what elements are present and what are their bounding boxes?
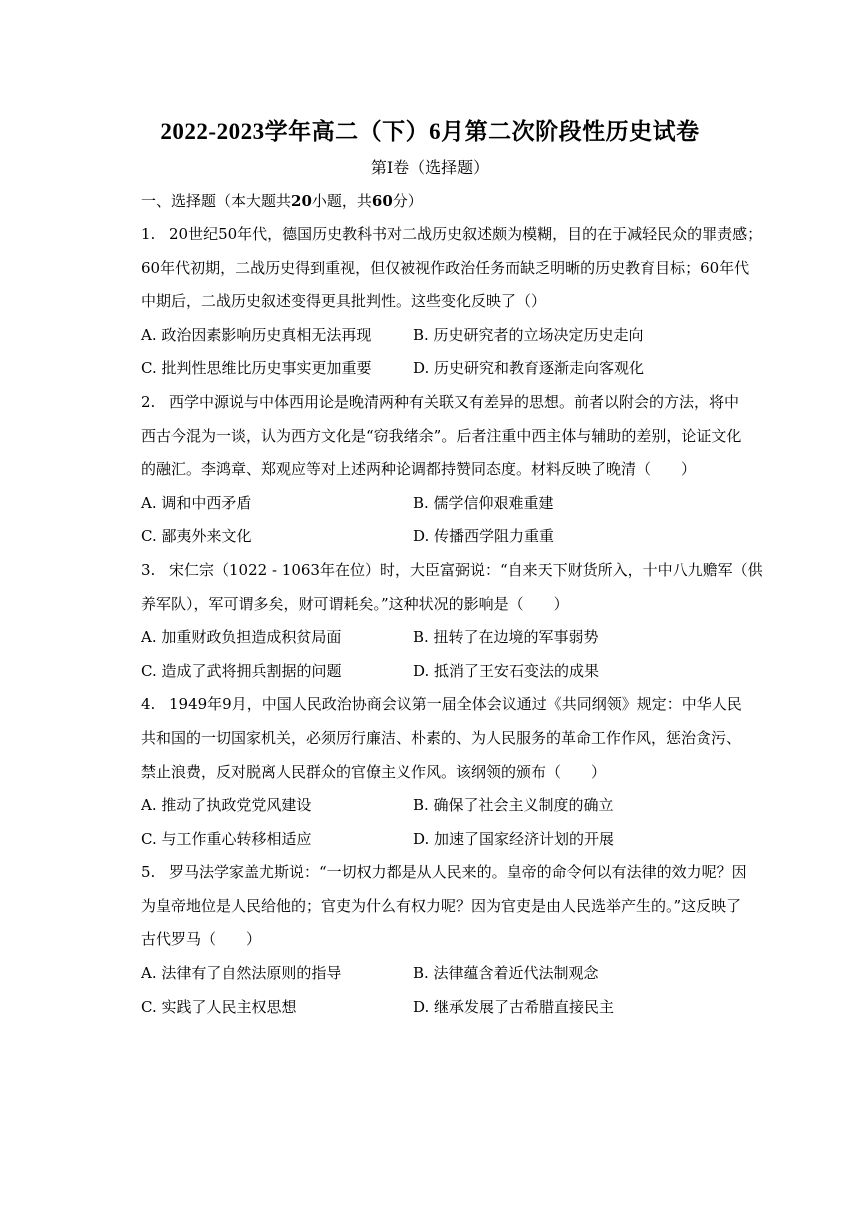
stem-text: 西学中源说与中体西用论是晚清两种有关联又有差异的思想。前者以附会的方法，将中: [169, 392, 740, 411]
question-number: 2.: [141, 392, 156, 411]
options-row: [141, 991, 776, 1025]
stem-text: 1949年9月，中国人民政治协商会议第一届全体会议通过《共同纲领》规定：中华人民: [169, 695, 742, 714]
option-a[interactable]: A. 调和中西矛盾: [141, 493, 252, 512]
stem-text: 20世纪50年代，德国历史教科书对二战历史叙述颇为模糊，目的在于减轻民众的罪责感；: [169, 225, 763, 243]
question-list: [141, 218, 776, 1024]
options-row: [141, 319, 776, 353]
question-stem-line: [141, 856, 776, 890]
option-c[interactable]: C. 批判性思维比历史事实更加重要: [141, 359, 372, 378]
question-number: 4.: [141, 695, 156, 714]
question-5: [141, 856, 776, 1024]
option-a[interactable]: A. 法律有了自然法原则的指导: [141, 964, 342, 983]
option-d[interactable]: D. 历史研究和教育逐渐走向客观化: [413, 359, 645, 378]
options-row: [141, 957, 776, 991]
question-stem-line: [141, 386, 776, 420]
question-stem-line: 共和国的一切国家机关，必须厉行廉洁、朴素的、为人民服务的革命工作作风，惩治贪污、: [141, 728, 742, 747]
options-row: [141, 655, 776, 689]
question-stem-line: 中期后，二战历史叙述变得更具批判性。这些变化反映了（）: [141, 292, 547, 311]
option-b[interactable]: B. 法律蕴含着近代法制观念: [413, 964, 599, 983]
question-count: 20: [291, 192, 312, 210]
section-prefix: 一、选择题（本大题共: [141, 192, 292, 210]
question-stem-line: [141, 218, 776, 252]
question-number: 3.: [141, 560, 156, 579]
question-stem-line: 为皇帝地位是人民给他的；官吏为什么有权力呢？因为官吏是由人民选举产生的。”这反映了: [141, 896, 742, 915]
question-stem-line: [141, 688, 776, 722]
option-b[interactable]: B. 扭转了在边境的军事弱势: [413, 628, 599, 647]
option-c[interactable]: C. 鄙夷外来文化: [141, 527, 252, 546]
total-score: 60: [371, 192, 393, 210]
section-heading: [141, 190, 423, 211]
section-suffix: 分）: [392, 192, 423, 210]
options-row: [141, 823, 776, 857]
question-2: [141, 386, 776, 554]
options-row: [141, 520, 776, 554]
question-stem-line: 西古今混为一谈，认为西方文化是“窃我绪余”。后者注重中西主体与辅助的差别，论证文化: [141, 426, 742, 445]
question-4: [141, 688, 776, 856]
options-row: [141, 487, 776, 521]
question-stem-line: 60年代初期，二战历史得到重视，但仅被视作政治任务而缺乏明晰的历史教育目标；60年代: [141, 258, 750, 277]
question-stem-line: 的融汇。李鸿章、郑观应等对上述两种论调都持赞同态度。材料反映了晚清（ ）: [141, 460, 697, 479]
option-b[interactable]: B. 确保了社会主义制度的确立: [413, 796, 614, 815]
option-a[interactable]: A. 推动了执政党党风建设: [141, 796, 312, 815]
question-stem-line: 禁止浪费，反对脱离人民群众的官僚主义作风。该纲领的颁布（ ）: [141, 762, 607, 781]
question-number: 5.: [141, 863, 156, 882]
question-stem-line: 古代罗马（ ）: [141, 930, 262, 949]
question-1: [141, 218, 776, 386]
question-number: 1.: [141, 225, 156, 243]
options-row: [141, 352, 776, 386]
question-3: [141, 554, 776, 688]
page-title: 2022-2023学年高二（下）6月第二次阶段性历史试卷: [160, 119, 700, 144]
options-row: [141, 621, 776, 655]
options-row: [141, 789, 776, 823]
option-c[interactable]: C. 与工作重心转移相适应: [141, 829, 312, 848]
volume-subtitle: 第Ⅰ卷（选择题）: [370, 158, 490, 177]
option-d[interactable]: D. 传播西学阻力重重: [413, 527, 555, 546]
option-a[interactable]: A. 政治因素影响历史真相无法再现: [141, 325, 372, 344]
option-b[interactable]: B. 历史研究者的立场决定历史走向: [413, 325, 644, 344]
option-d[interactable]: D. 继承发展了古希腊直接民主: [413, 997, 615, 1016]
section-mid: 小题，共: [311, 192, 372, 210]
option-c[interactable]: C. 实践了人民主权思想: [141, 997, 297, 1016]
stem-text: 罗马法学家盖尤斯说：“一切权力都是从人民来的。皇帝的命令何以有法律的效力呢？因: [169, 863, 747, 882]
option-d[interactable]: D. 加速了国家经济计划的开展: [413, 829, 615, 848]
question-stem-line: [141, 554, 776, 588]
option-b[interactable]: B. 儒学信仰艰难重建: [413, 493, 554, 512]
question-stem-line: 养军队），军可谓多矣，财可谓耗矣。”这种状况的影响是（ ）: [141, 594, 569, 613]
option-d[interactable]: D. 抵消了王安石变法的成果: [413, 661, 600, 680]
stem-text: 宋仁宗（1022 - 1063年在位）时，大臣富弼说：“自来天下财货所入，十中八九赡军（供: [169, 560, 763, 579]
option-a[interactable]: A. 加重财政负担造成积贫局面: [141, 628, 342, 647]
option-c[interactable]: C. 造成了武将拥兵割据的问题: [141, 661, 342, 680]
